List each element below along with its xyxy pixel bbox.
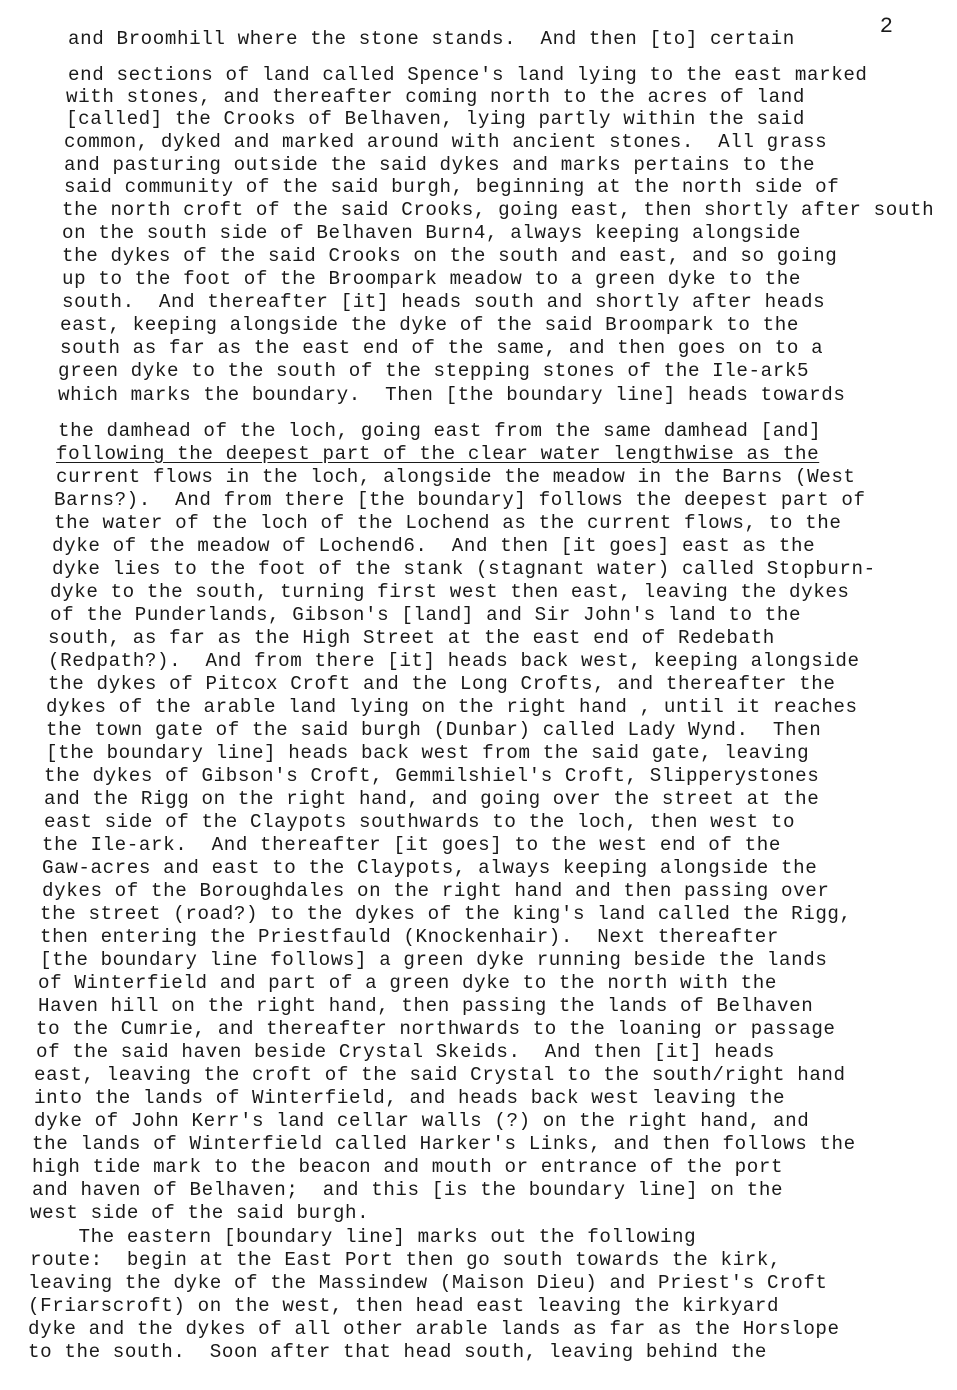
- text-line: said community of the said burgh, beginning at the north side of: [64, 176, 840, 198]
- text-line: end sections of land called Spence's land lying to the east marked: [68, 64, 868, 86]
- text-line: The eastern [boundary line] marks out the following: [30, 1226, 697, 1248]
- text-line: [the boundary line follows] a green dyke running beside the lands: [40, 949, 828, 971]
- text-line: Gaw-acres and east to the Claypots, always keeping alongside the: [42, 857, 818, 879]
- text-line: dyke of John Kerr's land cellar walls (?) on the right hand, and: [34, 1110, 810, 1132]
- text-line: the north croft of the said Crooks, going east, then shortly after south: [62, 199, 935, 221]
- text-line: common, dyked and marked around with ancient stones. All grass: [64, 131, 828, 153]
- text-line: south as far as the east end of the same, and then goes on to a: [60, 337, 824, 359]
- text-line: route: begin at the East Port then go south towards the kirk,: [30, 1249, 782, 1271]
- page-number: 2: [879, 14, 893, 39]
- text-line: the dykes of Pitcox Croft and the Long Crofts, and thereafter the: [48, 673, 836, 695]
- text-line: to the south. Soon after that head south, leaving behind the: [28, 1341, 767, 1363]
- text-line: and pasturing outside the said dykes and marks pertains to the: [64, 154, 816, 176]
- text-line: on the south side of Belhaven Burn4, always keeping alongside: [62, 222, 801, 244]
- text-line: west side of the said burgh.: [30, 1202, 370, 1224]
- text-line: of the Punderlands, Gibson's [land] and Sir John's land to the: [50, 604, 802, 626]
- text-line: the Ile-ark. And thereafter [it goes] to the west end of the: [42, 834, 781, 856]
- text-line: south, as far as the High Street at the east end of Redebath: [48, 627, 775, 649]
- text-line: south. And thereafter [it] heads south and shortly after heads: [62, 291, 826, 313]
- underlined-line: following the deepest part of the clear water lengthwise as the: [56, 443, 820, 465]
- text-line: current flows in the loch, alongside the meadow in the Barns (West: [56, 466, 856, 488]
- text-line: east, leaving the croft of the said Crystal to the south/right hand: [34, 1064, 846, 1086]
- text-line: (Friarscroft) on the west, then head east leaving the kirkyard: [28, 1295, 780, 1317]
- text-line: the dykes of the said Crooks on the south and east, and so going: [62, 245, 838, 267]
- text-line: and Broomhill where the stone stands. And then [to] certain: [68, 28, 795, 50]
- text-line: to the Cumrie, and thereafter northwards to the loaning or passage: [36, 1018, 836, 1040]
- text-line: dyke to the south, turning first west then east, leaving the dykes: [50, 581, 850, 603]
- text-line: of Winterfield and part of a green dyke to the north with the: [38, 972, 777, 994]
- text-line: dyke of the meadow of Lochend6. And then [it goes] east as the: [52, 535, 816, 557]
- text-line: of the said haven beside Crystal Skeids. And then [it] heads: [36, 1041, 775, 1063]
- text-line: green dyke to the south of the stepping stones of the Ile-ark5: [58, 360, 810, 382]
- text-line: the dykes of Gibson's Croft, Gemmilshiel's Croft, Slipperystones: [44, 765, 820, 787]
- text-line: into the lands of Winterfield, and heads back west leaving the: [34, 1087, 786, 1109]
- text-line: the water of the loch of the Lochend as the current flows, to the: [54, 512, 842, 534]
- text-line: the town gate of the said burgh (Dunbar) called Lady Wynd. Then: [46, 719, 822, 741]
- text-line: dykes of the arable land lying on the right hand , until it reaches: [46, 696, 858, 718]
- text-line: [called] the Crooks of Belhaven, lying partly within the said: [66, 108, 805, 130]
- text-line: [the boundary line] heads back west from the said gate, leaving: [46, 742, 810, 764]
- text-line: leaving the dyke of the Massindew (Maison Dieu) and Priest's Croft: [28, 1272, 828, 1294]
- text-line: dykes of the Boroughdales on the right hand and then passing over: [42, 880, 830, 902]
- text-line: the lands of Winterfield called Harker's Links, and then follows the: [32, 1133, 856, 1155]
- text-line: and haven of Belhaven; and this [is the boundary line] on the: [32, 1179, 784, 1201]
- text-line: high tide mark to the beacon and mouth or entrance of the port: [32, 1156, 784, 1178]
- text-line: east, keeping alongside the dyke of the said Broompark to the: [60, 314, 799, 336]
- text-line: then entering the Priestfauld (Knockenhair). Next thereafter: [40, 926, 779, 948]
- text-line: the damhead of the loch, going east from the same damhead [and]: [58, 420, 822, 442]
- text-line: Haven hill on the right hand, then passing the lands of Belhaven: [38, 995, 814, 1017]
- text-line: the street (road?) to the dykes of the king's land called the Rigg,: [40, 903, 852, 925]
- text-line: dyke and the dykes of all other arable lands as far as the Horslope: [28, 1318, 840, 1340]
- text-line: east side of the Claypots southwards to the loch, then west to: [44, 811, 796, 833]
- text-line: (Redpath?). And from there [it] heads back west, keeping alongside: [48, 650, 860, 672]
- text-line: and the Rigg on the right hand, and going over the street at the: [44, 788, 820, 810]
- text-line: up to the foot of the Broompark meadow to a green dyke to the: [62, 268, 801, 290]
- text-line: Barns?). And from there [the boundary] follows the deepest part of: [54, 489, 866, 511]
- text-line: which marks the boundary. Then [the boundary line] heads towards: [58, 384, 846, 406]
- text-line: with stones, and thereafter coming north to the acres of land: [66, 86, 805, 108]
- text-line: dyke lies to the foot of the stank (stagnant water) called Stopburn-: [52, 558, 876, 580]
